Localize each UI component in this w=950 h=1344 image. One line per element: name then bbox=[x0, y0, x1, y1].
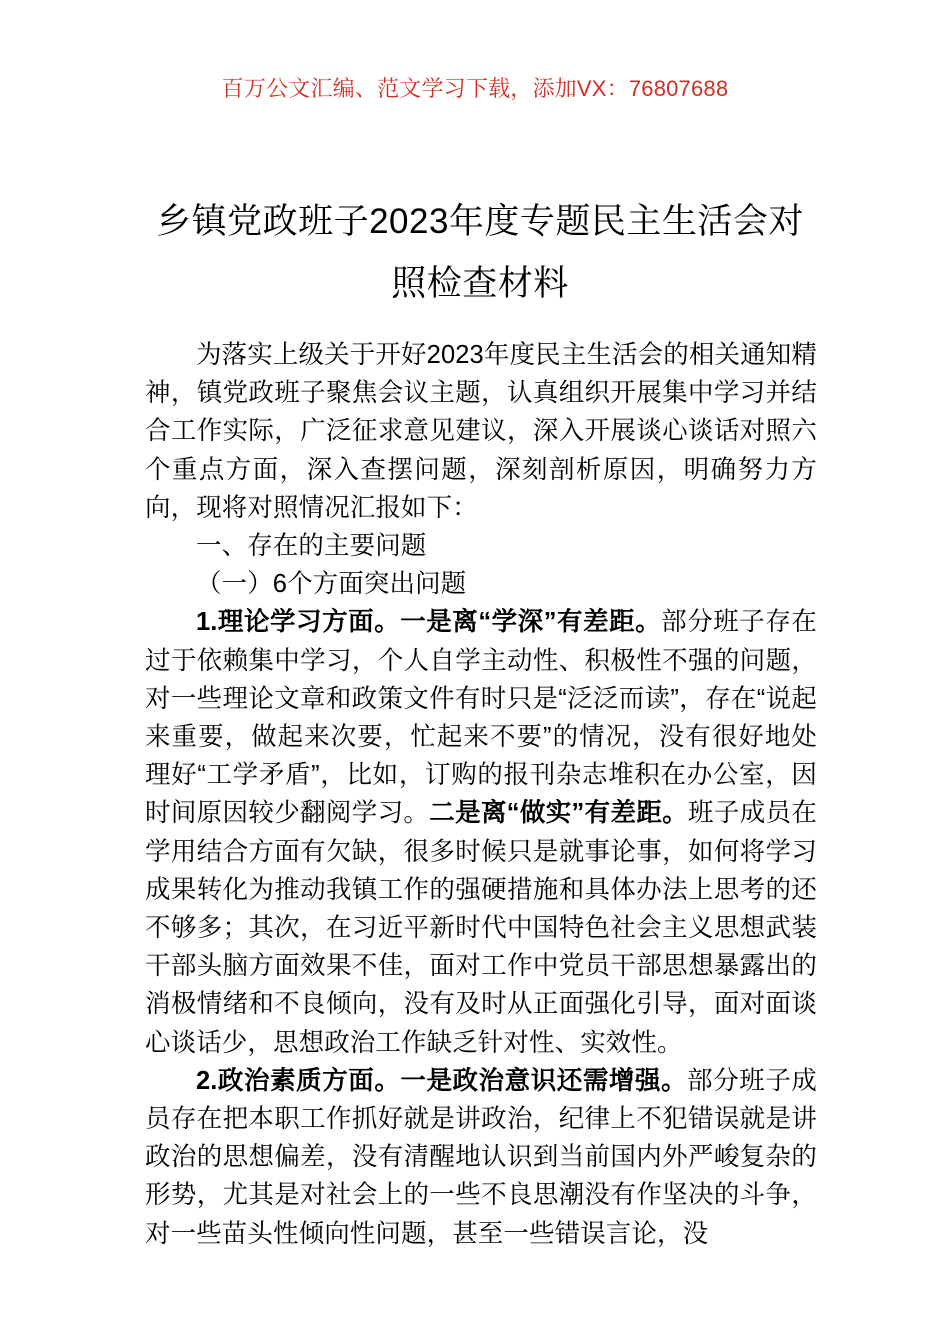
promo-banner: 百万公文汇编、范文学习下载，添加VX：76807688 bbox=[221, 76, 729, 101]
problem-item-1-text-part1: 部分班子存在过于依赖集中学习，个人自学主动性、积极性不强的问题，对一些理论文章和政策文件有时只是“泛泛而读”，存在“说起来重要，做起来次要，忙起来不要”的情况，没有很好地处理好“工学矛盾”，比如，订购的报刊杂志堆积在办公室，因时间原因较少翻阅学习。 bbox=[145, 608, 817, 828]
problem-item-2 bbox=[145, 1062, 817, 1253]
problem-item-1-bold-lead-2: 二是离“做实”有差距。 bbox=[429, 799, 689, 828]
document-body bbox=[145, 336, 817, 1253]
opening-paragraph: 为落实上级关于开好2023年度民主生活会的相关通知精神，镇党政班子聚焦会议主题，认真组织开展集中学习并结合工作实际，广泛征求意见建议，深入开展谈心谈话对照六个重点方面，深入查摆问题，深刻剖析原因，明确努力方向，现将对照情况汇报如下： bbox=[145, 341, 817, 522]
problem-item-1-number: 1. bbox=[196, 608, 218, 637]
problem-item-1-bold-lead: 理论学习方面。一是离“学深”有差距。 bbox=[217, 608, 662, 637]
heading-subsection-one: （一）6个方面突出问题 bbox=[196, 570, 467, 599]
problem-item-2-bold-lead: 政治素质方面。一是政治意识还需增强。 bbox=[217, 1066, 688, 1095]
problem-item-1 bbox=[145, 603, 817, 1061]
problem-item-2-number: 2. bbox=[196, 1066, 218, 1095]
heading-section-one: 一、存在的主要问题 bbox=[196, 532, 427, 561]
page-title: 乡镇党政班子2023年度专题民主生活会对照检查材料 bbox=[156, 202, 804, 304]
problem-item-1-text-part2: 班子成员在学用结合方面有欠缺，很多时候只是就事论事，如何将学习成果转化为推动我镇工作的强硬措施和具体办法上思考的还不够多；其次，在习近平新时代中国特色社会主义思想武装干部头脑方面效果不佳，面对工作中党员干部思想暴露出的消极情绪和不良倾向，没有及时从正面强化引导，面对面谈心谈话少，思想政治工作缺乏针对性、实效性。 bbox=[145, 799, 817, 1057]
problem-item-2-text-part1: 部分班子成员存在把本职工作抓好就是讲政治，纪律上不犯错误就是讲政治的思想偏差，没有清醒地认识到当前国内外严峻复杂的形势，尤其是对社会上的一些不良思潮没有作坚决的斗争，对一些苗头性倾向性问题，甚至一些错误言论，没 bbox=[145, 1066, 817, 1248]
